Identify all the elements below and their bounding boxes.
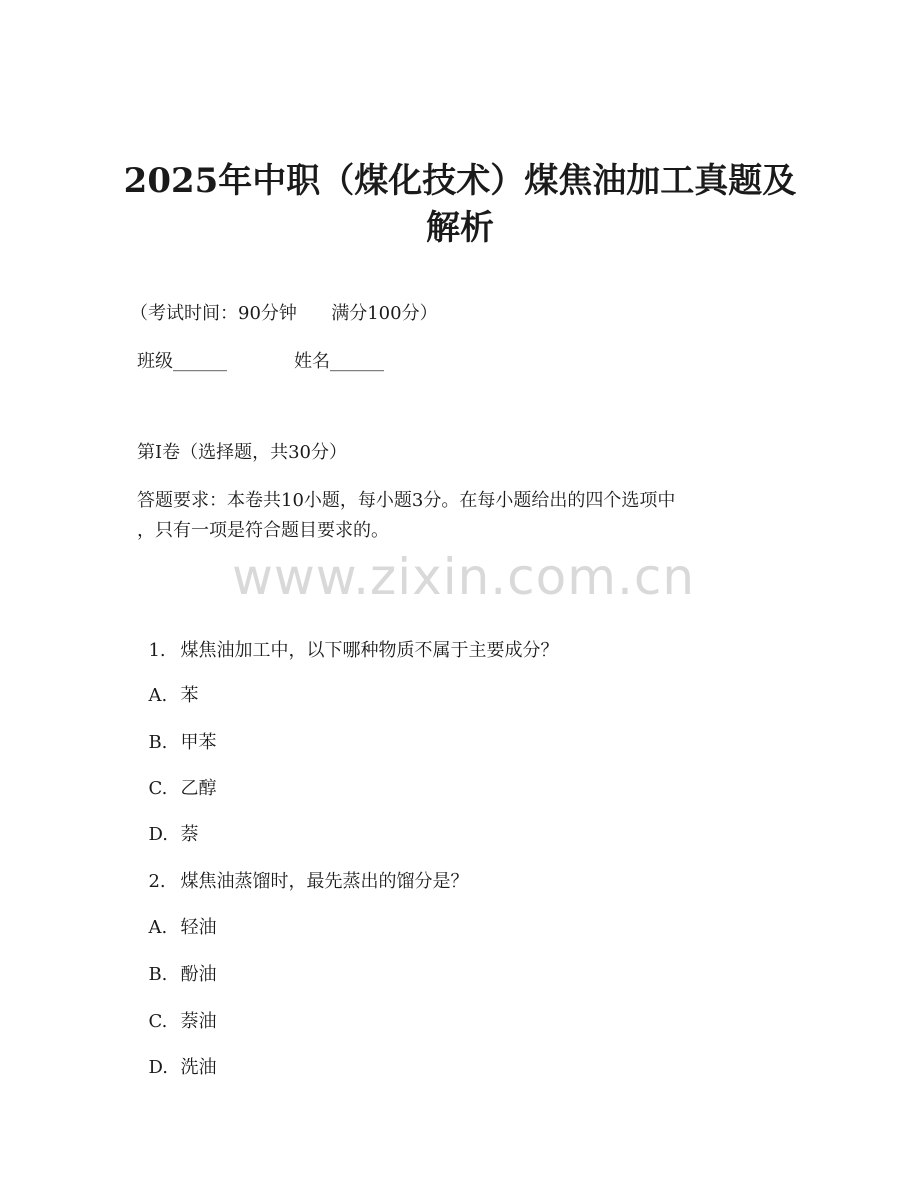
document-title-line-1: 2025年中职（煤化技术）煤焦油加工真题及 [123, 161, 797, 201]
question-1 [137, 612, 558, 664]
option-text: 苯 [180, 685, 199, 706]
question-text: 煤焦油加工中，以下哪种物质不属于主要成分？ [180, 640, 559, 661]
question-number: 2. [148, 871, 166, 892]
option-letter: B. [148, 964, 168, 985]
section-instruction-line-1: 答题要求：本卷共10小题，每小题3分。在每小题给出的四个选项中 [137, 490, 676, 511]
question-2-option-b [137, 936, 216, 988]
option-letter: B. [148, 732, 168, 753]
section-heading: 第I卷（选择题，共30分） [137, 442, 348, 463]
question-number: 1. [148, 640, 166, 661]
question-1-option-b [137, 704, 216, 756]
option-text: 洗油 [180, 1057, 217, 1078]
option-text: 萘 [180, 824, 199, 845]
question-text: 煤焦油蒸馏时，最先蒸出的馏分是？ [180, 871, 469, 892]
question-2-option-a [137, 889, 216, 941]
question-1-option-d [137, 796, 198, 848]
question-2 [137, 843, 468, 895]
name-field: 姓名______ [294, 351, 384, 372]
option-text: 甲苯 [180, 732, 217, 753]
option-text: 乙醇 [180, 778, 217, 799]
option-text: 萘油 [180, 1011, 217, 1032]
question-1-option-a [137, 657, 198, 709]
option-text: 酚油 [180, 964, 217, 985]
question-2-option-d [137, 1029, 216, 1081]
option-letter: D. [148, 1057, 168, 1078]
option-letter: A. [148, 917, 168, 938]
document-title-line-2: 解析 [426, 208, 494, 248]
watermark: www.zixin.com.cn [232, 548, 696, 606]
option-letter: A. [148, 685, 168, 706]
option-letter: C. [148, 1011, 168, 1032]
section-instruction-line-2: ，只有一项是符合题目要求的。 [137, 520, 389, 541]
class-field: 班级______ [137, 351, 227, 372]
option-text: 轻油 [180, 917, 217, 938]
exam-info: （考试时间：90分钟 满分100分） [130, 303, 438, 324]
option-letter: D. [148, 824, 168, 845]
option-letter: C. [148, 778, 168, 799]
question-1-option-c [137, 750, 216, 802]
question-2-option-c [137, 983, 216, 1035]
